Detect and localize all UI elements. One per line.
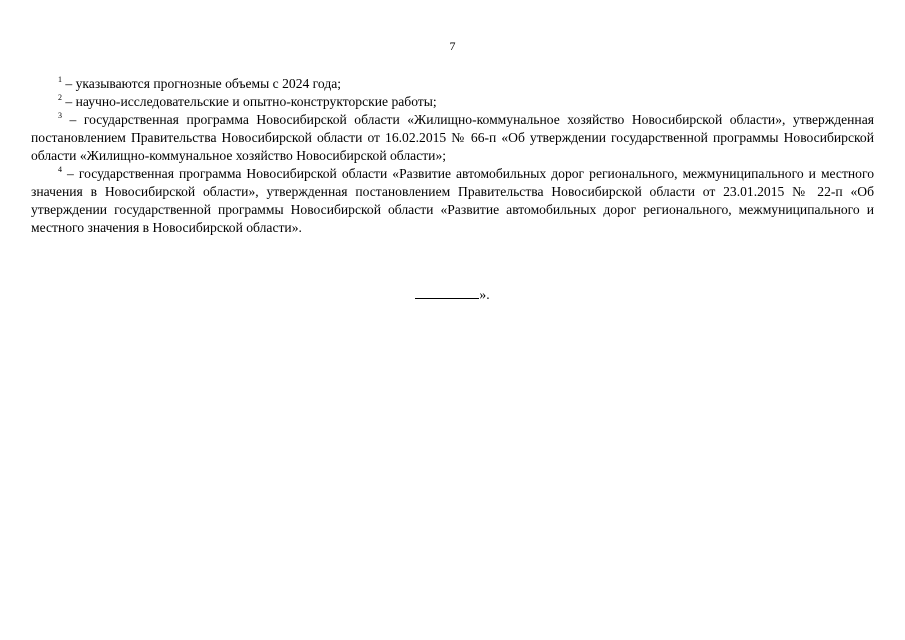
footnote-marker: 2 <box>58 93 62 102</box>
page-number: 7 <box>449 39 456 53</box>
closing-mark <box>0 286 905 304</box>
footnote-1 <box>31 75 874 93</box>
footnotes-section <box>31 75 874 237</box>
footnote-text: – государственная программа Новосибирской области «Жилищно-коммунальное хозяйство Новосибирской области», утвержденная постановлением Правительства Новосибирской области от 16.02.2015 № 66-п «Об утверждении государственной программы Новосибирской области «Жилищно-коммунальное хозяйство Новосибирской области»; <box>31 112 874 163</box>
footnote-4 <box>31 165 874 237</box>
closing-quote: ». <box>479 287 490 302</box>
footnote-3 <box>31 111 874 165</box>
closing-underline <box>415 286 479 299</box>
footnote-text: – научно-исследовательские и опытно-конструкторские работы; <box>62 94 437 109</box>
footnote-marker: 3 <box>58 111 62 120</box>
footnote-text: – указываются прогнозные объемы с 2024 года; <box>62 76 342 91</box>
footnote-2 <box>31 93 874 111</box>
footnote-marker: 1 <box>58 75 62 84</box>
footnote-text: – государственная программа Новосибирской области «Развитие автомобильных дорог регионального, межмуниципального и местного значения в Новосибирской области», утвержденная постановлением Правительства Новосибирской области от 23.01.2015 № 22-п «Об утверждении государственной программы Новосибирской области «Развитие автомобильных дорог регионального, межмуниципального и местного значения в Новосибирской области». <box>31 166 874 235</box>
footnote-marker: 4 <box>58 165 62 174</box>
